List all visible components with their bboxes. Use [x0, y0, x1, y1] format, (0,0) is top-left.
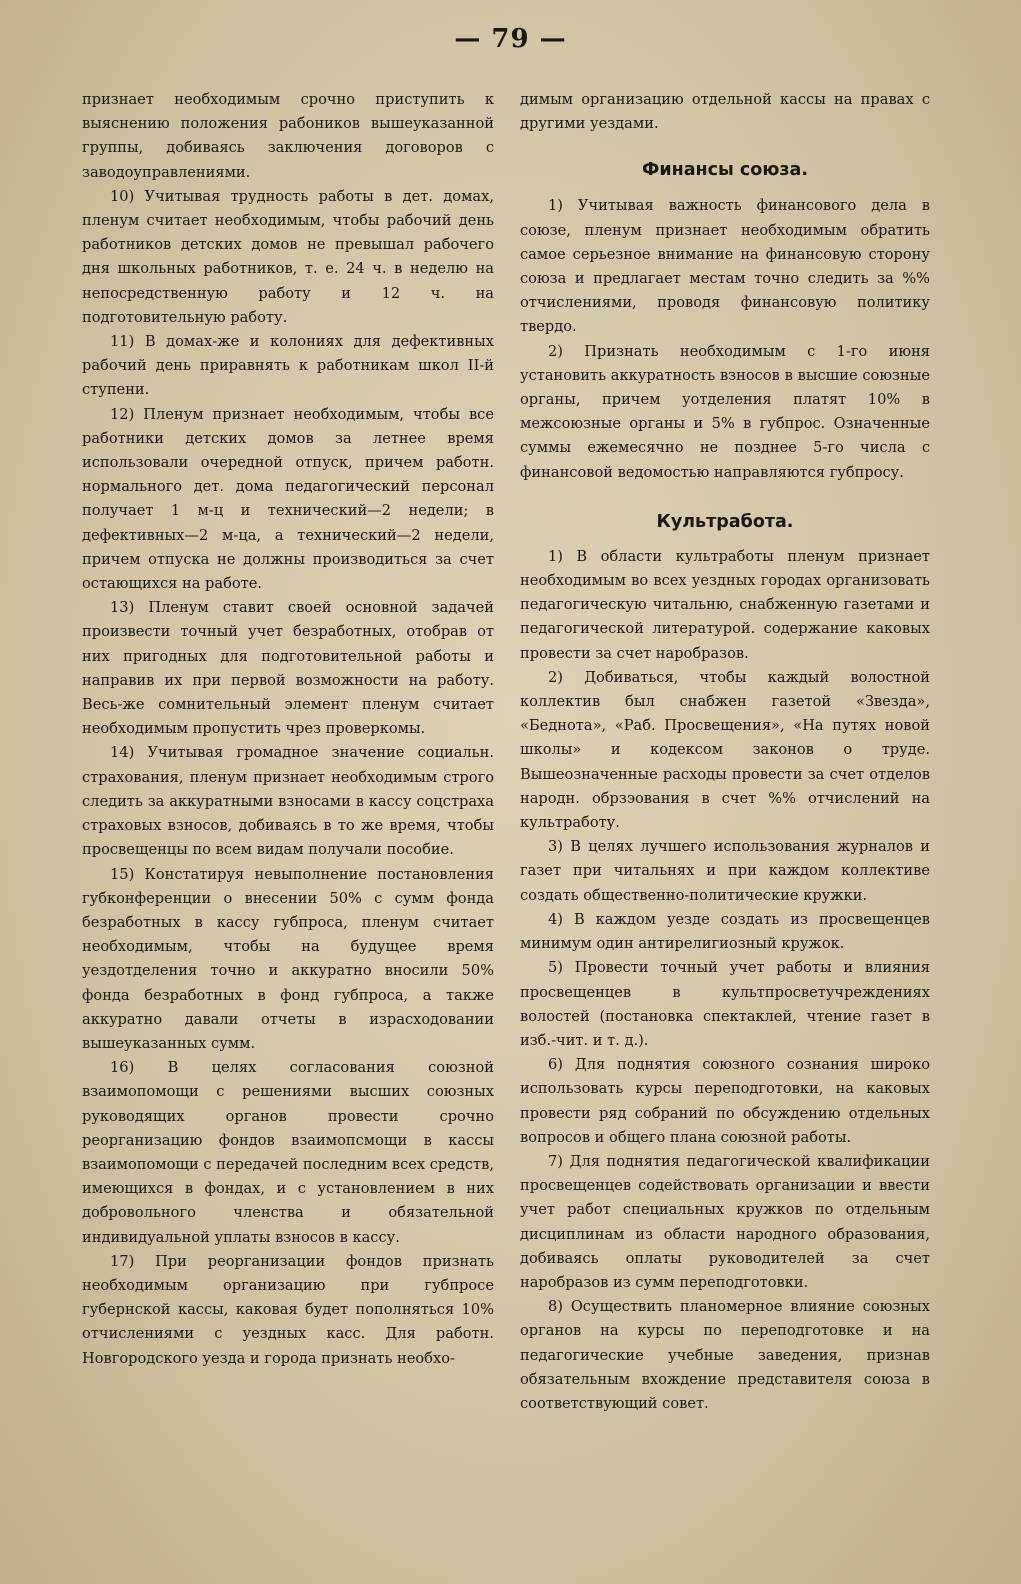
paragraph: 12) Пленум признает необходимым, чтобы все работники детских домов за летнее время использовали очередной отпуск, причем работн. нормального дет. дома педагогический персонал получает 1 м-ц и технический—2 недели; в дефективных—2 м-ца, а технический—2 недели, причем отпуска не должны производиться за счет остающихся на работе. — [82, 405, 494, 593]
paragraph: 2) Признать необходимым с 1-го июня установить аккуратность взносов в высшие союзные органы, причем уотделения платят 10% в межсоюзные органы и 5% в губпрос. Означенные суммы ежемесячно не позднее 5-го числа с финансовой ведомостью направляются губпросу. — [520, 342, 930, 481]
paragraph: 5) Провести точный учет работы и влияния просвещенцев в культпросветучреждениях волостей (постановка спектаклей, чтение газет в изб.-чит. и т. д.). — [520, 959, 930, 1049]
paragraph: 4) В каждом уезде создать из просвещенцев минимум один антирелигиозный кружок. — [520, 910, 930, 953]
paragraph: признает необходимым срочно приступить к выяснению положения рабоников вышеуказанной группы, добиваясь заключения договоров с заводоуправлениями. — [82, 91, 494, 181]
paragraph: 7) Для поднятия педагогической квалификации просвещенцев содействовать организации и ввести учет работ специальных кружков по отдельным дисциплинам из области народного образования, добиваясь оплаты руководителей за счет наробразов из сумм переподготовки. — [520, 1152, 930, 1291]
paragraph: 16) В целях согласования союзной взаимопомощи с решениями высших союзных руководящих органов провести срочно реорганизацию фондов взаимопсмощи в кассы взаимопомощи с передачей последним всех средств, имеющихся в фондах, и с установлением в них добровольного членства и обязательной индивидуальной уплаты взносов в кассу. — [82, 1059, 494, 1246]
left-column — [82, 88, 494, 1371]
paragraph: 6) Для поднятия союзного сознания широко использовать курсы переподготовки, на каковых провести ряд собраний по обсуждению отдельных вопросов и общего плана союзной работы. — [520, 1056, 930, 1146]
right-column — [520, 88, 930, 1416]
paragraph: 13) Пленум ставит своей основной задачей произвести точный учет безработных, отобрав от них пригодных для подготовительной работы и направив их при первой возможности на работу. Весь-же сомнительный элемент пленум считает необходимым пропустить чрез проверкомы. — [82, 599, 494, 738]
paragraph: 15) Констатируя невыполнение постановления губконференции о внесении 50% с сумм фонда безработных в кассу губпроса, пленум считает необходимым, чтобы на будущее время уездотделения точно и аккуратно вносили 50% фонда безработных в фонд губпроса, а также аккуратно давали отчеты в израсходовании вышеуказанных сумм. — [82, 865, 494, 1052]
paragraph: 8) Осуществить планомерное влияние союзных органов на курсы по переподготовке и на педагогические учебные заведения, признав обязательным вхождение представителя союза в соответствующий совет. — [520, 1298, 930, 1412]
paragraph: 1) В области культработы пленум признает необходимым во всех уездных городах организовать педагогическую читальню, снабженную газетами и педагогической литературой. содержание каковых провести за счет наробразов. — [520, 547, 930, 662]
paragraph: димым организацию отдельной кассы на правах с другими уездами. — [520, 91, 930, 133]
paragraph: 17) При реорганизации фондов признать необходимым организацию при губпросе губернской кассы, каковая будет пополняться 10% отчислениями с уездных касс. Для работн. Новгородского уезда и города признать необхо- — [82, 1252, 494, 1367]
paragraph: 2) Добиваться, чтобы каждый волостной коллектив был снабжен газетой «Звезда», «Беднота», «Раб. Просвещения», «На путях новой школы» и кодексом законов о труде. Вышеозначенные расходы провести за счет отделов народн. обрзэования в счет %% отчислений на культработу. — [520, 668, 930, 832]
paragraph: 3) В целях лучшего использования журналов и газет при читальнях и при каждом коллективе создать общественно-политические кружки. — [520, 838, 930, 904]
paragraph: 1) Учитывая важность финансового дела в союзе, пленум признает необходимым обратить самое серьезное внимание на финансовую сторону союза и предлагает местам точно следить за %% отчислениями, проводя финансовую политику твердо. — [520, 197, 930, 336]
paragraph: 10) Учитывая трудность работы в дет. домах, пленум считает необходимым, чтобы рабочий день работников детских домов не превышал рабочего дня школьных работников, т. е. 24 ч. в неделю на непосредственную работу и 12 ч. на подготовительную работу. — [82, 187, 494, 326]
paragraph: 14) Учитывая громадное значение социальн. страхования, пленум признает необходимым строго следить за аккуратными взносами в кассу соцстраха страховых взносов, добиваясь в то же время, чтобы просвещенцы по всем видам получали пособие. — [82, 744, 494, 859]
section-heading-culture: Культработа. — [656, 511, 794, 532]
section-heading-finance: Финансы союза. — [642, 160, 808, 181]
paragraph: 11) В домах-же и колониях для дефективных рабочий день приравнять к работникам школ II-й ступени. — [82, 333, 494, 399]
page-number: — 79 — — [454, 24, 567, 54]
